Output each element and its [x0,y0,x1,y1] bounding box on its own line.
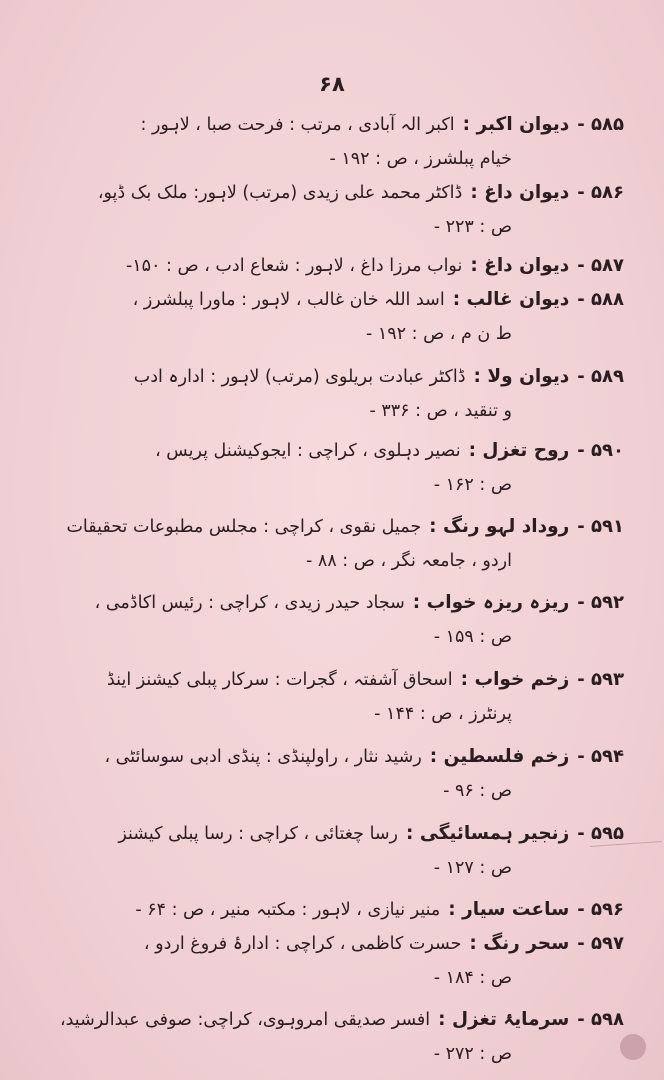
page-number: ۶۸ [319,72,345,96]
entry-title: ساعت سیار : [448,899,570,920]
entry-title: روداد لہو رنگ : [429,516,570,537]
entry-line [28,817,624,851]
entry-title: زنجیر ہمسائیگی : [406,823,570,844]
entry-title: دیوان غالب : [452,289,570,310]
entry-line [28,851,624,885]
entry-details-continued: ص : ۲۲۳ - [433,217,512,237]
entry-line [28,961,624,995]
entry-line [28,893,624,927]
bibliography-entry [28,176,624,244]
entry-number: ۵۹۸ - [577,1009,624,1030]
bibliography-entry [28,740,624,808]
bibliography-entry [28,893,624,927]
entry-details-continued: ص : ۱۸۴ - [433,968,512,988]
entry-details-continued: ص : ۱۶۲ - [433,475,512,495]
entry-title: دیوان داغ : [470,182,570,203]
entry-line [28,210,624,244]
entry-details: حسرت کاظمی ، کراچی : ادارۂ فروغ اردو ، [143,934,462,954]
bibliography-entry [28,1003,624,1071]
entry-details: افسر صدیقی امروہوی، کراچی: صوفی عبدالرشید، [59,1010,431,1030]
entry-line [28,434,624,468]
entry-details-continued: ص : ۱۲۷ - [433,858,512,878]
bibliography-entry [28,927,624,995]
entry-number: ۵۹۰ - [577,440,624,461]
entry-line [28,468,624,502]
entry-details-continued: و تنقید ، ص : ۳۳۶ - [369,401,512,421]
entry-details-continued: خیام پبلشرز ، ص : ۱۹۲ - [329,149,512,169]
entry-details: جمیل نقوی ، کراچی : مجلس مطبوعات تحقیقات [66,517,422,537]
bibliography-entry [28,817,624,885]
entry-line [28,697,624,731]
entry-line [28,249,624,283]
entry-title: سرمایۂ تغزل : [438,1009,570,1030]
entry-number: ۵۹۳ - [577,669,624,690]
entry-title: زخم خواب : [460,669,570,690]
entry-title: دیوان اکبر : [462,114,570,135]
ink-smudge [620,1034,646,1060]
entry-title: سحر رنگ : [469,933,570,954]
entry-line [28,663,624,697]
entry-details: ڈاکٹر عبادت بریلوی (مرتب) لاہور : ادارہ ادب [133,367,466,387]
entry-title: دیوان ولا : [473,366,570,387]
entry-number: ۵۸۸ - [577,289,624,310]
entry-number: ۵۸۵ - [577,114,624,135]
entry-number: ۵۸۷ - [577,255,624,276]
entry-number: ۵۹۴ - [577,746,624,767]
entry-line [28,544,624,578]
entry-line [28,1003,624,1037]
entry-details: رشید نثار ، راولپنڈی : پنڈی ادبی سوسائٹی ، [104,747,422,767]
entry-line [28,740,624,774]
bibliography-entry [28,283,624,351]
bibliography-entry [28,663,624,731]
bibliography-entry [28,434,624,502]
bibliography-entry [28,360,624,428]
entry-details-continued: ص : ۹۶ - [443,781,512,801]
entry-details: ڈاکٹر محمد علی زیدی (مرتب) لاہور: ملک بک ڈپو، [97,183,463,203]
entry-details-continued: ص : ۲۷۲ - [433,1044,512,1064]
entry-line [28,317,624,351]
entry-details: نصیر دہلوی ، کراچی : ایجوکیشنل پریس ، [155,441,461,461]
entry-number: ۵۹۱ - [577,516,624,537]
entry-details: اکبر الہ آبادی ، مرتب : فرحت صبا ، لاہور : [140,115,455,135]
entry-details: اسحاق آشفتہ ، گجرات : سرکار پبلی کیشنز اینڈ [107,670,453,690]
entry-number: ۵۹۷ - [577,933,624,954]
bibliography-entry [28,108,624,176]
entry-line [28,108,624,142]
entry-details: رسا چغتائی ، کراچی : رسا پبلی کیشنز [118,824,399,844]
entry-line [28,1037,624,1071]
entry-details-continued: ص : ۱۵۹ - [433,627,512,647]
entry-details-continued: پرنٹرز ، ص : ۱۴۴ - [374,704,512,724]
entry-title: روح تغزل : [468,440,570,461]
entry-number: ۵۸۹ - [577,366,624,387]
bibliography-entry [28,249,624,283]
entry-number: ۵۹۵ - [577,823,624,844]
entry-title: دیوان داغ : [470,255,570,276]
entry-line [28,360,624,394]
entry-line [28,176,624,210]
bibliography-entry [28,586,624,654]
entry-line [28,774,624,808]
entry-details: سجاد حیدر زیدی ، کراچی : رئیس اکاڈمی ، [94,593,405,613]
entry-details-continued: ط ن م ، ص : ۱۹۲ - [365,324,512,344]
bibliography-entry [28,510,624,578]
entry-title: زخم فلسطین : [429,746,570,767]
entry-details: منیر نیازی ، لاہور : مکتبہ منیر ، ص : ۶۴ - [135,900,441,920]
entry-details: نواب مرزا داغ ، لاہور : شعاع ادب ، ص : ۱۵۰- [125,256,463,276]
entry-line [28,620,624,654]
bibliography-list [28,108,624,1071]
entry-number: ۵۹۶ - [577,899,624,920]
entry-line [28,510,624,544]
entry-line [28,586,624,620]
entry-number: ۵۹۲ - [577,592,624,613]
entry-line [28,142,624,176]
entry-details-continued: اردو ، جامعہ نگر ، ص : ۸۸ - [306,551,512,571]
entry-line [28,394,624,428]
entry-line [28,283,624,317]
entry-details: اسد اللہ خان غالب ، لاہور : ماورا پبلشرز ، [132,290,445,310]
entry-line [28,927,624,961]
entry-title: ریزہ ریزہ خواب : [412,592,570,613]
entry-number: ۵۸۶ - [577,182,624,203]
